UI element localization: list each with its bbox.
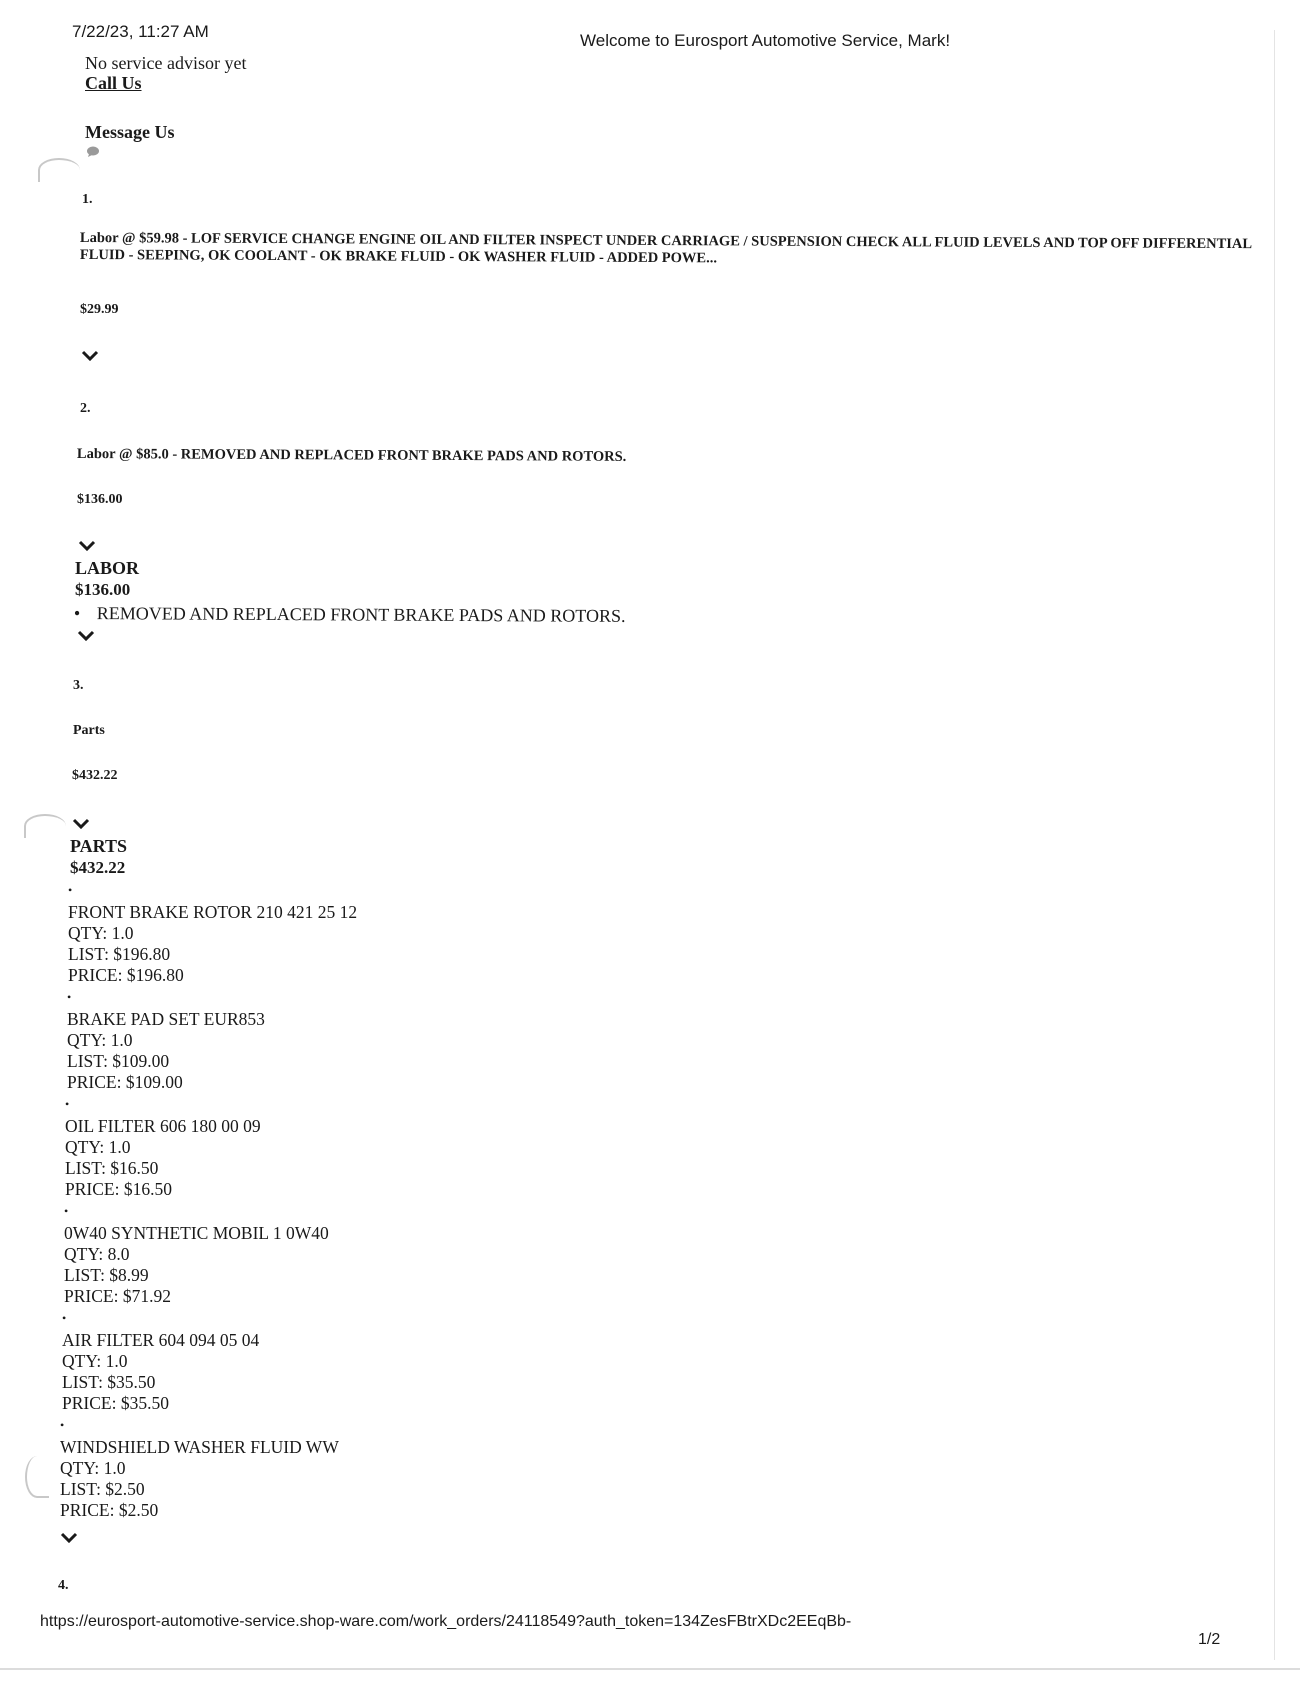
part-list-price: LIST: $2.50	[60, 1479, 145, 1499]
print-datetime: 7/22/23, 11:27 AM	[72, 22, 209, 41]
chevron-down-icon[interactable]	[72, 818, 90, 829]
chevron-down-icon[interactable]	[77, 630, 95, 641]
part-price: PRICE: $196.80	[68, 965, 184, 985]
part-list-price: LIST: $109.00	[67, 1051, 170, 1071]
service-amount: $432.22	[72, 768, 118, 783]
part-list-price: LIST: $35.50	[62, 1372, 156, 1392]
labor-section-title: LABOR	[75, 558, 140, 578]
chevron-down-icon[interactable]	[60, 1532, 78, 1543]
scan-bottom-line	[0, 1668, 1300, 1670]
welcome-message: Welcome to Eurosport Automotive Service, Mark!	[580, 31, 951, 50]
bullet: •	[67, 990, 72, 1004]
service-description: Parts	[73, 723, 105, 738]
part-item	[62, 1312, 259, 1414]
part-qty: QTY: 8.0	[64, 1244, 130, 1264]
parts-section-total: $432.22	[70, 858, 126, 877]
part-name: FRONT BRAKE ROTOR 210 421 25 12	[68, 902, 358, 922]
bullet: •	[68, 883, 73, 897]
service-amount: $136.00	[77, 492, 123, 507]
part-qty: QTY: 1.0	[68, 923, 134, 943]
part-list-price: LIST: $196.80	[68, 944, 171, 964]
part-qty: QTY: 1.0	[60, 1458, 126, 1478]
footer-url: https://eurosport-automotive-service.shop-ware.com/work_orders/24118549?auth_token=134ZesFBtrXDc2EEqBb-	[40, 1613, 852, 1630]
part-item	[67, 991, 265, 1093]
part-name: OIL FILTER 606 180 00 09	[65, 1116, 261, 1136]
part-price: PRICE: $109.00	[67, 1072, 183, 1092]
part-price: PRICE: $71.92	[64, 1286, 171, 1306]
part-list-price: LIST: $16.50	[65, 1158, 159, 1178]
labor-line-item	[74, 603, 626, 627]
scan-artifact	[25, 1456, 49, 1498]
service-number: 3.	[73, 678, 84, 693]
part-item	[68, 884, 357, 986]
call-us-link[interactable]: Call Us	[85, 73, 142, 93]
part-qty: QTY: 1.0	[65, 1137, 131, 1157]
service-amount: $29.99	[80, 302, 119, 317]
chevron-down-icon[interactable]	[78, 540, 96, 551]
page-number: 1/2	[1198, 1631, 1221, 1648]
service-number: 2.	[80, 401, 91, 416]
labor-line-text: REMOVED AND REPLACED FRONT BRAKE PADS AND ROTORS.	[96, 603, 626, 626]
parts-section-title: PARTS	[70, 836, 128, 856]
service-advisor-status: No service advisor yet	[85, 53, 247, 73]
part-price: PRICE: $16.50	[65, 1179, 172, 1199]
message-us-link[interactable]: Message Us	[85, 122, 175, 142]
part-name: WINDSHIELD WASHER FLUID WW	[60, 1437, 339, 1457]
service-number: 1.	[82, 192, 93, 207]
chevron-down-icon[interactable]	[81, 350, 99, 361]
part-item	[64, 1205, 329, 1307]
bullet: •	[60, 1418, 65, 1432]
part-price: PRICE: $2.50	[60, 1500, 159, 1520]
scan-artifact	[38, 158, 80, 182]
part-price: PRICE: $35.50	[62, 1393, 169, 1413]
part-name: 0W40 SYNTHETIC MOBIL 1 0W40	[64, 1223, 329, 1243]
bullet: •	[64, 1204, 69, 1218]
part-item	[60, 1419, 339, 1521]
part-qty: QTY: 1.0	[62, 1351, 128, 1371]
part-name: AIR FILTER 604 094 05 04	[62, 1330, 260, 1350]
part-name: BRAKE PAD SET EUR853	[67, 1009, 265, 1029]
scan-artifact	[24, 814, 66, 838]
labor-section-total: $136.00	[75, 580, 131, 599]
service-number: 4.	[58, 1578, 69, 1593]
message-icon[interactable]	[86, 145, 100, 157]
service-description: Labor @ $85.0 - REMOVED AND REPLACED FRONT BRAKE PADS AND ROTORS.	[76, 446, 627, 465]
scan-edge-line	[1274, 30, 1275, 1660]
bullet: •	[65, 1097, 70, 1111]
bullet: •	[62, 1311, 67, 1325]
service-description: Labor @ $59.98 - LOF SERVICE CHANGE ENGINE OIL AND FILTER INSPECT UNDER CARRIAGE / SUSPENSION CHECK ALL FLUID LEVELS AND TOP OFF DIFFERENTIAL FLUID - SEEPING, OK COOLANT - OK BRAKE FLUID - OK WASHER FLUID - ADDED POWE...	[79, 230, 1252, 267]
part-qty: QTY: 1.0	[67, 1030, 133, 1050]
part-item	[65, 1098, 261, 1200]
part-list-price: LIST: $8.99	[64, 1265, 149, 1285]
bullet: •	[73, 603, 81, 624]
